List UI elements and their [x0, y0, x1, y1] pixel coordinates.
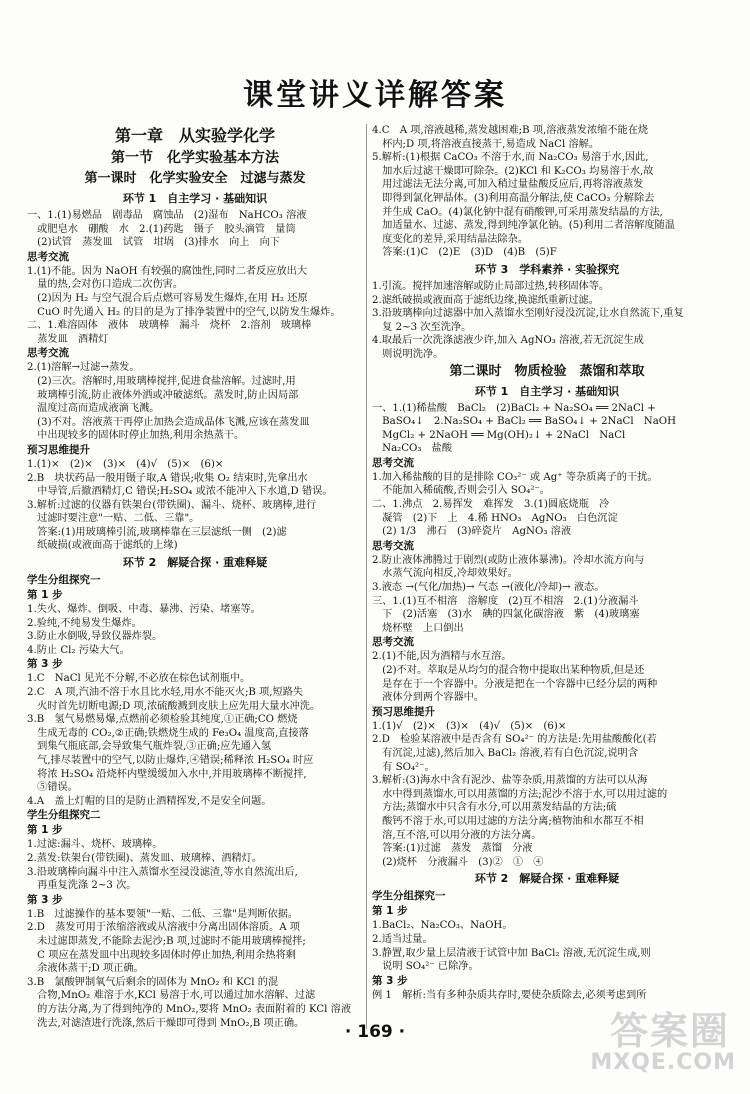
text-line: 2.验纯,不纯易发生爆炸。 [27, 617, 142, 629]
text-line: 3.解析:(3)海水中含有泥沙、盐等杂质,用蒸馏的方法可以从海 [372, 775, 648, 787]
text-line: 2.适当过量。 [372, 933, 433, 945]
chapter-heading: 第一章 从实验学化学 [114, 126, 275, 145]
text-line: (2) 1/3 沸石 (3)碎瓷片 AgNO₃ 溶液 [372, 526, 572, 538]
text-line: 烧杯壁 上口倒出 [372, 622, 464, 634]
text-line: 加水后过滤干燥即可除杂。(2)KCl 和 K₂CO₃ 均易溶于水,故 [372, 165, 654, 177]
text-line: 一、1.(1)稀盐酸 BaCl₂ (2)BaCl₂ + Na₂SO₄ ══ 2NaCl + [372, 402, 656, 414]
lesson-heading: 第二课时 物质检验 蒸馏和萃取 [449, 363, 645, 379]
text-line: 不能加入稀硫酸,否则会引入 SO₄²⁻。 [372, 485, 550, 497]
watermark-logo-text: 答案圈 [609, 1009, 730, 1053]
text-line: 合物,MnO₂ 难溶于水,KCl 易溶于水,可以通过加水溶解、过滤 [27, 990, 316, 1002]
text-line: 并生成 CaO。(4)氯化钠中混有硝酸钾,可采用蒸发结晶的方法, [372, 206, 663, 218]
text-line: 2.D 蒸发可用于浓缩溶液或从溶液中分离出固体溶质。A 项 [27, 922, 300, 934]
right-column [372, 124, 722, 1002]
text-line: 1.加入稀盐酸的目的是排除 CO₃²⁻ 或 Ag⁺ 等杂质离子的干扰。 [372, 471, 658, 483]
text-line: 3.解析:过滤的仪器有铁架台(带铁圈)、漏斗、烧杯、玻璃棒,进行 [27, 499, 317, 511]
text-line: 4.取最后一次洗涤滤液少许,加入 AgNO₃ 溶液,若无沉淀生成 [372, 335, 644, 347]
text-line: 蒸发皿 酒精灯 [27, 333, 109, 345]
text-line: 1.(1)× (2)× (3)× (4)√ (5)× (6)× [27, 458, 224, 470]
left-column [27, 124, 363, 1030]
text-line: 2.B 块状药品一般用镊子取,A 错误;收集 O₂ 结束时,先拿出水 [27, 472, 308, 484]
text-line: 纸破损(或液面高于滤纸的上缘) [27, 540, 178, 552]
section-heading: 第一节 化学实验基本方法 [111, 150, 279, 166]
text-line: (2)三次。溶解时,用玻璃棒搅拌,促进食盐溶解。过滤时,用 [27, 375, 296, 387]
segment-heading: 环节 3 学科素养 · 实验探究 [474, 262, 620, 276]
text-line: 3.静置,取少量上层清液于试管中加 BaCl₂ 溶液,无沉淀生成,则 [372, 947, 651, 959]
subheading: 第 3 步 [27, 893, 63, 906]
text-line: 1.(1)不能。因为 NaOH 有较强的腐蚀性,同时二者反应放出大 [27, 265, 308, 277]
subheading: 第 3 步 [27, 658, 63, 671]
text-line: C 项应在蒸发皿中出现较多固体时停止加热,利用余热将剩 [27, 949, 296, 961]
text-line: 1.失火、爆炸、倒吸、中毒、暴沸、污染、堵塞等。 [27, 604, 261, 616]
text-line: 则说明洗净。 [372, 348, 444, 360]
watermark-site-text: MXQE.COM [590, 1050, 736, 1075]
text-line: 一、1.(1)易燃品 剧毒品 腐蚀品 (2)湿布 NaHCO₃ 溶液 [27, 210, 307, 221]
text-line: 是存在于一个容器中。分液是把在一个容器中已经分层的两种 [372, 678, 658, 690]
subheading: 预习思维提升 [27, 443, 90, 456]
text-line: 4.C A 项,溶液越稀,蒸发越困难;B 项,溶液蒸发浓缩不能在烧 [372, 125, 649, 136]
subheading: 第 3 步 [372, 974, 408, 987]
text-line: 玻璃棒引流,防止液体外洒或冲破滤纸。蒸发时,防止因局部 [27, 389, 299, 401]
text-line: 答案:(1)C (2)E (3)D (4)B (5)F [372, 247, 557, 259]
subheading: 学生分组探究一 [372, 890, 446, 903]
text-line: 度变化的差异,采用结晶法除杂。 [372, 233, 529, 245]
text-line: 二、1.难溶固体 液体 玻璃棒 漏斗 烧杯 2.溶剂 玻璃棒 [27, 320, 312, 332]
text-line: 三、1.(1)互不相溶 溶解度 (2)互不相溶 2.(1)分液漏斗 [372, 595, 639, 607]
subheading: 思考交流 [27, 347, 69, 360]
text-line: 3.沿玻璃棒向过滤器中加入蒸馏水至刚好浸没沉淀,让水自然流下,重复 [372, 308, 684, 320]
subheading: 思考交流 [372, 456, 414, 469]
segment-heading: 环节 1 自主学习 · 基础知识 [122, 192, 268, 205]
text-line: 下 (2)活塞 (3)水 碘的四氯化碳溶液 紫 (4)玻璃塞 [372, 609, 640, 621]
text-line: 二、1.沸点 2.易挥发 难挥发 3.(1)圆底烧瓶 冷 [372, 499, 610, 511]
text-line: 3.液态 →(气化/加热)→ 气态 →(液化/冷却)→ 液态。 [372, 582, 605, 594]
subheading: 思考交流 [372, 636, 414, 649]
text-line: 或肥皂水 硼酸 水 2.(1)药匙 镊子 胶头滴管 量筒 [27, 223, 296, 235]
page-title: 课堂讲义详解答案 [243, 78, 507, 113]
text-line: 复 2~3 次至洗净。 [372, 321, 472, 333]
text-line: MgCl₂ + 2NaOH ══ Mg(OH)₂↓ + 2NaCl NaCl [372, 429, 626, 441]
text-line: 用过滤法无法分离,可加入稍过量盐酸反应后,再将溶液蒸发 [372, 179, 644, 191]
text-line: 水蒸气流向相反,冷却效果好。 [372, 568, 518, 580]
text-line: 液体分到两个容器中。 [372, 692, 485, 704]
subheading: 学生分组探究二 [27, 809, 101, 822]
text-line: 水中得到蒸馏水,可以用蒸馏的方法;泥沙不溶于水,可以用过滤的 [372, 788, 668, 800]
subheading: 第 1 步 [372, 905, 408, 918]
subheading: 思考交流 [27, 250, 69, 263]
text-line: 1.(1)√ (2)× (3)× (4)√ (5)× (6)× [372, 720, 567, 732]
text-line: 例 1 解析:当有多种杂质共存时,要使杂质除去,必须考虑到所 [372, 989, 647, 1001]
text-line: 有 SO₄²⁻。 [372, 761, 435, 773]
text-line: 2.滤纸破损或液面高于滤纸边缘,换滤纸重新过滤。 [372, 294, 599, 306]
text-line: 有沉淀,过滤),然后加入 BaCl₂ 溶液,若有白色沉淀,说明含 [372, 747, 639, 759]
text-line: 再重复洗涤 2~3 次。 [27, 880, 137, 892]
text-line: 杯内;D 项,将溶液直接蒸干,易造成 NaCl 溶解。 [372, 138, 600, 150]
page-number: · 169 · [344, 1022, 406, 1042]
text-line: 3.B 氯酸钾制氧气后剩余的固体为 MnO₂ 和 KCl 的混 [27, 976, 279, 988]
text-line: 5.解析:(1)根据 CaCO₃ 不溶于水,而 Na₂CO₃ 易溶于水,因此, [372, 152, 649, 164]
text-line: 3.防止水倒吸,导致仪器炸裂。 [27, 631, 163, 643]
text-line: 中导管,后撤酒精灯,C 错误;H₂SO₄ 或浓不能冲入下水道,D 错误。 [27, 486, 333, 498]
text-line: 2.蒸发:铁架台(带铁圈)、蒸发皿、玻璃棒、酒精灯。 [27, 852, 263, 864]
text-line: 到集气瓶底部,会导致集气瓶炸裂,③正确;应先通入氢 [27, 741, 272, 753]
text-line: 生成无毒的 CO₂,②正确;铁燃烧生成的 Fe₃O₄ 温度高,直接落 [27, 727, 309, 739]
text-line: 量的热,会对伤口造成二次伤害。 [27, 279, 184, 291]
text-line: 火时首先切断电源;D 项,浓硫酸溅到皮肤上应先用大量水冲洗。 [27, 700, 321, 712]
text-line: 温度过高而造成液滴飞溅。 [27, 403, 160, 415]
text-line: 3.沿玻璃棒向漏斗中注入蒸馏水至浸没滤渣,等水自然流出后, [27, 866, 298, 878]
lesson-heading: 第一课时 化学实验安全 过滤与蒸发 [84, 171, 306, 186]
text-line: 2.(1)不能,因为酒精与水互溶。 [372, 651, 512, 663]
text-line: 气,排尽装置中的空气,以防止爆炸,④错误;稀释浓 H₂SO₄ 时应 [27, 755, 314, 766]
text-line: 1.过滤:漏斗、烧杯、玻璃棒。 [27, 839, 163, 851]
text-line: 溶,互不溶,可以用分液的方法分离。 [372, 829, 542, 841]
text-line: 1.B 过滤操作的基本要领"一贴、二低、三靠"是判断依据。 [27, 908, 299, 920]
text-line: CuO 时先通入 H₂ 的目的是为了排净装置中的空气,以防发生爆炸。 [27, 306, 341, 318]
text-line: 即得到氯化钾晶体。(3)利用高温分解法,使 CaCO₃ 分解除去 [372, 192, 655, 204]
text-line: ⑤错误。 [27, 782, 78, 794]
text-line: 2.C A 项,汽油不溶于水且比水轻,用水不能灭火;B 项,短路失 [27, 687, 304, 699]
text-line: 1.BaCl₂、Na₂CO₃、NaOH。 [372, 920, 513, 932]
text-line: (2)不对。萃取是从均匀的混合物中提取出某种物质,但是还 [372, 665, 645, 676]
text-line: 1.引流。搅拌加速溶解或防止局部过热,转移固体等。 [372, 280, 610, 292]
text-line: 中出现较多的固体时停止加热,利用余热蒸干。 [27, 430, 245, 442]
subheading: 第 1 步 [27, 589, 63, 602]
text-line: 2.(1)溶解→过滤→蒸发。 [27, 362, 140, 374]
segment-heading: 环节 1 自主学习 · 基础知识 [474, 384, 620, 398]
text-line: 酸钙不溶于水,可以用过滤的方法分离;植物油和水都互不相 [372, 815, 644, 827]
text-line: 洗去,对滤渣进行洗涤,然后干燥即可得到 MnO₂,B 项正确。 [27, 1017, 305, 1029]
subheading: 第 1 步 [27, 824, 63, 837]
subheading: 预习思维提升 [372, 705, 435, 718]
subheading: 学生分组探究一 [27, 574, 101, 587]
text-line: (2)试管 蒸发皿 试管 坩埚 (3)排水 向上 向下 [27, 237, 280, 249]
text-line: 答案:(1)用玻璃棒引流,玻璃棒靠在三层滤纸一侧 (2)滤 [27, 526, 287, 538]
text-line: (2)因为 H₂ 与空气混合后点燃可容易发生爆炸,在用 H₂ 还原 [27, 292, 308, 304]
watermark-logo [590, 998, 740, 1088]
text-line: (2)烧杯 分液漏斗 (3)② ① ④ [372, 856, 544, 868]
segment-heading: 环节 2 解疑合探 · 重难释疑 [474, 872, 620, 886]
text-line: 余液体蒸干;D 项正确。 [27, 963, 144, 975]
segment-heading: 环节 2 解疑合探 · 重难释疑 [122, 556, 268, 570]
text-line: 2.D 检验某溶液中是否含有 SO₄²⁻ 的方法是:先用盐酸酸化(若 [372, 734, 657, 746]
text-line: 说明 SO₄²⁻ 已除净。 [372, 961, 479, 973]
text-line: 2.防止液体沸腾过于剧烈(或防止液体暴沸)。冷却水流方向与 [372, 554, 645, 566]
text-line: 凝管 (2)下 上 4.稀 HNO₃ AgNO₃ 白色沉淀 [372, 512, 618, 524]
text-line: 将浓 H₂SO₄ 沿烧杯内壁缓缓加入水中,并用玻璃棒不断搅拌, [27, 768, 307, 780]
text-line: BaSO₄↓ 2.Na₂SO₄ + BaCl₂ ══ BaSO₄↓ + 2NaCl NaOH [372, 416, 677, 428]
text-line: 4.A 盖上灯帽的目的是防止酒精挥发,不是安全问题。 [27, 795, 272, 807]
column-divider [366, 124, 367, 1029]
subheading: 思考交流 [372, 539, 414, 552]
text-line: 4.防止 Cl₂ 污染大气。 [27, 644, 130, 656]
text-line: 答案:(1)过滤 蒸发 蒸馏 分液 [372, 843, 533, 855]
text-line: 加适量水、过滤、蒸发,得到纯净氯化钠。(5)利用二者溶解度随温 [372, 220, 675, 232]
text-line: Na₂CO₃ 盐酸 [372, 443, 453, 455]
text-line: 3.B 氢气易燃易爆,点燃前必须检验其纯度,①正确;CO 燃烧 [27, 714, 298, 726]
text-line: 1.C NaCl 见光不分解,不必放在棕色试剂瓶中。 [27, 673, 251, 685]
text-line: 过滤时要注意"一贴、二低、三靠"。 [27, 513, 200, 525]
text-line: 未过滤即蒸发,不能除去泥沙;B 项,过滤时不能用玻璃棒搅拌; [27, 935, 306, 947]
text-line: 的方法分离,为了得到纯净的 MnO₂,要将 MnO₂ 表面附着的 KCl 溶液 [27, 1003, 352, 1015]
text-line: (3)不对。溶液蒸干再停止加热会造成晶体飞溅,应该在蒸发皿 [27, 416, 310, 428]
text-line: 方法;蒸馏水中只含有水分,可以用蒸发结晶的方法;硫 [372, 802, 617, 814]
